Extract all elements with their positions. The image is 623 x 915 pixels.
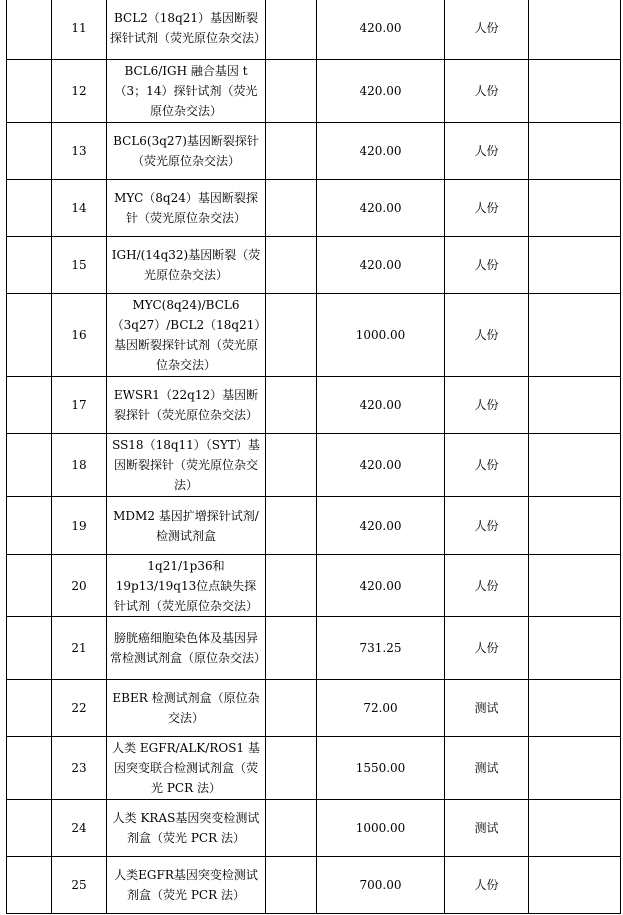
item-price: 420.00 [317,0,445,60]
blank-cell [529,800,621,857]
blank-cell [7,555,52,617]
table-row [7,377,621,434]
blank-cell [266,800,317,857]
item-unit: 人份 [445,434,529,497]
row-number: 25 [52,857,107,914]
row-number: 24 [52,800,107,857]
table-row [7,180,621,237]
blank-cell [266,857,317,914]
row-number: 19 [52,497,107,555]
blank-cell [266,377,317,434]
table-row [7,60,621,123]
row-number: 22 [52,680,107,737]
item-name: SS18（18q11）（SYT）基因断裂探针（荧光原位杂交法） [107,434,266,497]
item-name: EWSR1（22q12）基因断裂探针（荧光原位杂交法） [107,377,266,434]
item-unit: 人份 [445,0,529,60]
table-row [7,857,621,914]
blank-cell [7,737,52,800]
item-name: EBER 检测试剂盒（原位杂交法） [107,680,266,737]
table-row [7,617,621,680]
item-name: 人类 EGFR/ALK/ROS1 基因突变联合检测试剂盒（荧光 PCR 法） [107,737,266,800]
table-row [7,123,621,180]
blank-cell [7,294,52,377]
blank-cell [529,617,621,680]
blank-cell [266,180,317,237]
price-table [6,0,621,914]
blank-cell [266,617,317,680]
row-number: 20 [52,555,107,617]
item-price: 420.00 [317,123,445,180]
blank-cell [7,434,52,497]
table-row [7,800,621,857]
item-price: 731.25 [317,617,445,680]
table-row [7,0,621,60]
item-name: 人类EGFR基因突变检测试剂盒（荧光 PCR 法） [107,857,266,914]
item-name: BCL2（18q21）基因断裂探针试剂（荧光原位杂交法） [107,0,266,60]
item-price: 420.00 [317,237,445,294]
item-name: MDM2 基因扩增探针试剂/检测试剂盒 [107,497,266,555]
item-price: 420.00 [317,180,445,237]
blank-cell [529,123,621,180]
blank-cell [7,497,52,555]
item-unit: 人份 [445,237,529,294]
row-number: 13 [52,123,107,180]
blank-cell [529,237,621,294]
item-unit: 人份 [445,123,529,180]
item-price: 420.00 [317,497,445,555]
blank-cell [266,60,317,123]
table-row [7,237,621,294]
blank-cell [7,180,52,237]
blank-cell [529,60,621,123]
row-number: 15 [52,237,107,294]
blank-cell [7,377,52,434]
row-number: 21 [52,617,107,680]
blank-cell [7,857,52,914]
blank-cell [266,497,317,555]
blank-cell [529,857,621,914]
item-unit: 人份 [445,377,529,434]
blank-cell [529,555,621,617]
item-unit: 人份 [445,294,529,377]
blank-cell [266,123,317,180]
item-unit: 人份 [445,60,529,123]
table-row [7,294,621,377]
item-unit: 人份 [445,555,529,617]
row-number: 14 [52,180,107,237]
blank-cell [7,0,52,60]
item-unit: 测试 [445,800,529,857]
row-number: 17 [52,377,107,434]
blank-cell [529,180,621,237]
blank-cell [7,800,52,857]
item-unit: 人份 [445,857,529,914]
item-price: 700.00 [317,857,445,914]
blank-cell [266,737,317,800]
row-number: 23 [52,737,107,800]
table-row [7,555,621,617]
table-row [7,497,621,555]
item-name: 膀胱癌细胞染色体及基因异常检测试剂盒（原位杂交法） [107,617,266,680]
blank-cell [266,237,317,294]
blank-cell [266,0,317,60]
blank-cell [7,123,52,180]
blank-cell [529,680,621,737]
table-row [7,680,621,737]
item-price: 420.00 [317,434,445,497]
blank-cell [529,737,621,800]
item-name: MYC(8q24)/BCL6（3q27）/BCL2（18q21）基因断裂探针试剂（荧光原位杂交法） [107,294,266,377]
blank-cell [529,434,621,497]
item-price: 1000.00 [317,800,445,857]
item-name: 人类 KRAS基因突变检测试剂盒（荧光 PCR 法） [107,800,266,857]
blank-cell [7,680,52,737]
item-name: BCL6/IGH 融合基因 t（3；14）探针试剂（荧光原位杂交法） [107,60,266,123]
blank-cell [7,617,52,680]
item-price: 420.00 [317,377,445,434]
blank-cell [7,237,52,294]
blank-cell [529,294,621,377]
blank-cell [529,377,621,434]
blank-cell [266,680,317,737]
price-table-body [7,0,621,914]
item-name: IGH/(14q32)基因断裂（荧光原位杂交法） [107,237,266,294]
row-number: 12 [52,60,107,123]
item-unit: 人份 [445,617,529,680]
blank-cell [266,555,317,617]
blank-cell [529,497,621,555]
row-number: 18 [52,434,107,497]
table-row [7,737,621,800]
item-name: MYC（8q24）基因断裂探针（荧光原位杂交法） [107,180,266,237]
item-price: 72.00 [317,680,445,737]
item-name: BCL6(3q27)基因断裂探针（荧光原位杂交法） [107,123,266,180]
blank-cell [529,0,621,60]
blank-cell [266,294,317,377]
item-unit: 测试 [445,737,529,800]
item-unit: 人份 [445,180,529,237]
item-price: 1000.00 [317,294,445,377]
table-row [7,434,621,497]
item-name: 1q21/1p36和19p13/19q13位点缺失探针试剂（荧光原位杂交法） [107,555,266,617]
item-unit: 测试 [445,680,529,737]
item-price: 1550.00 [317,737,445,800]
blank-cell [7,60,52,123]
row-number: 16 [52,294,107,377]
item-price: 420.00 [317,555,445,617]
row-number: 11 [52,0,107,60]
item-unit: 人份 [445,497,529,555]
blank-cell [266,434,317,497]
item-price: 420.00 [317,60,445,123]
